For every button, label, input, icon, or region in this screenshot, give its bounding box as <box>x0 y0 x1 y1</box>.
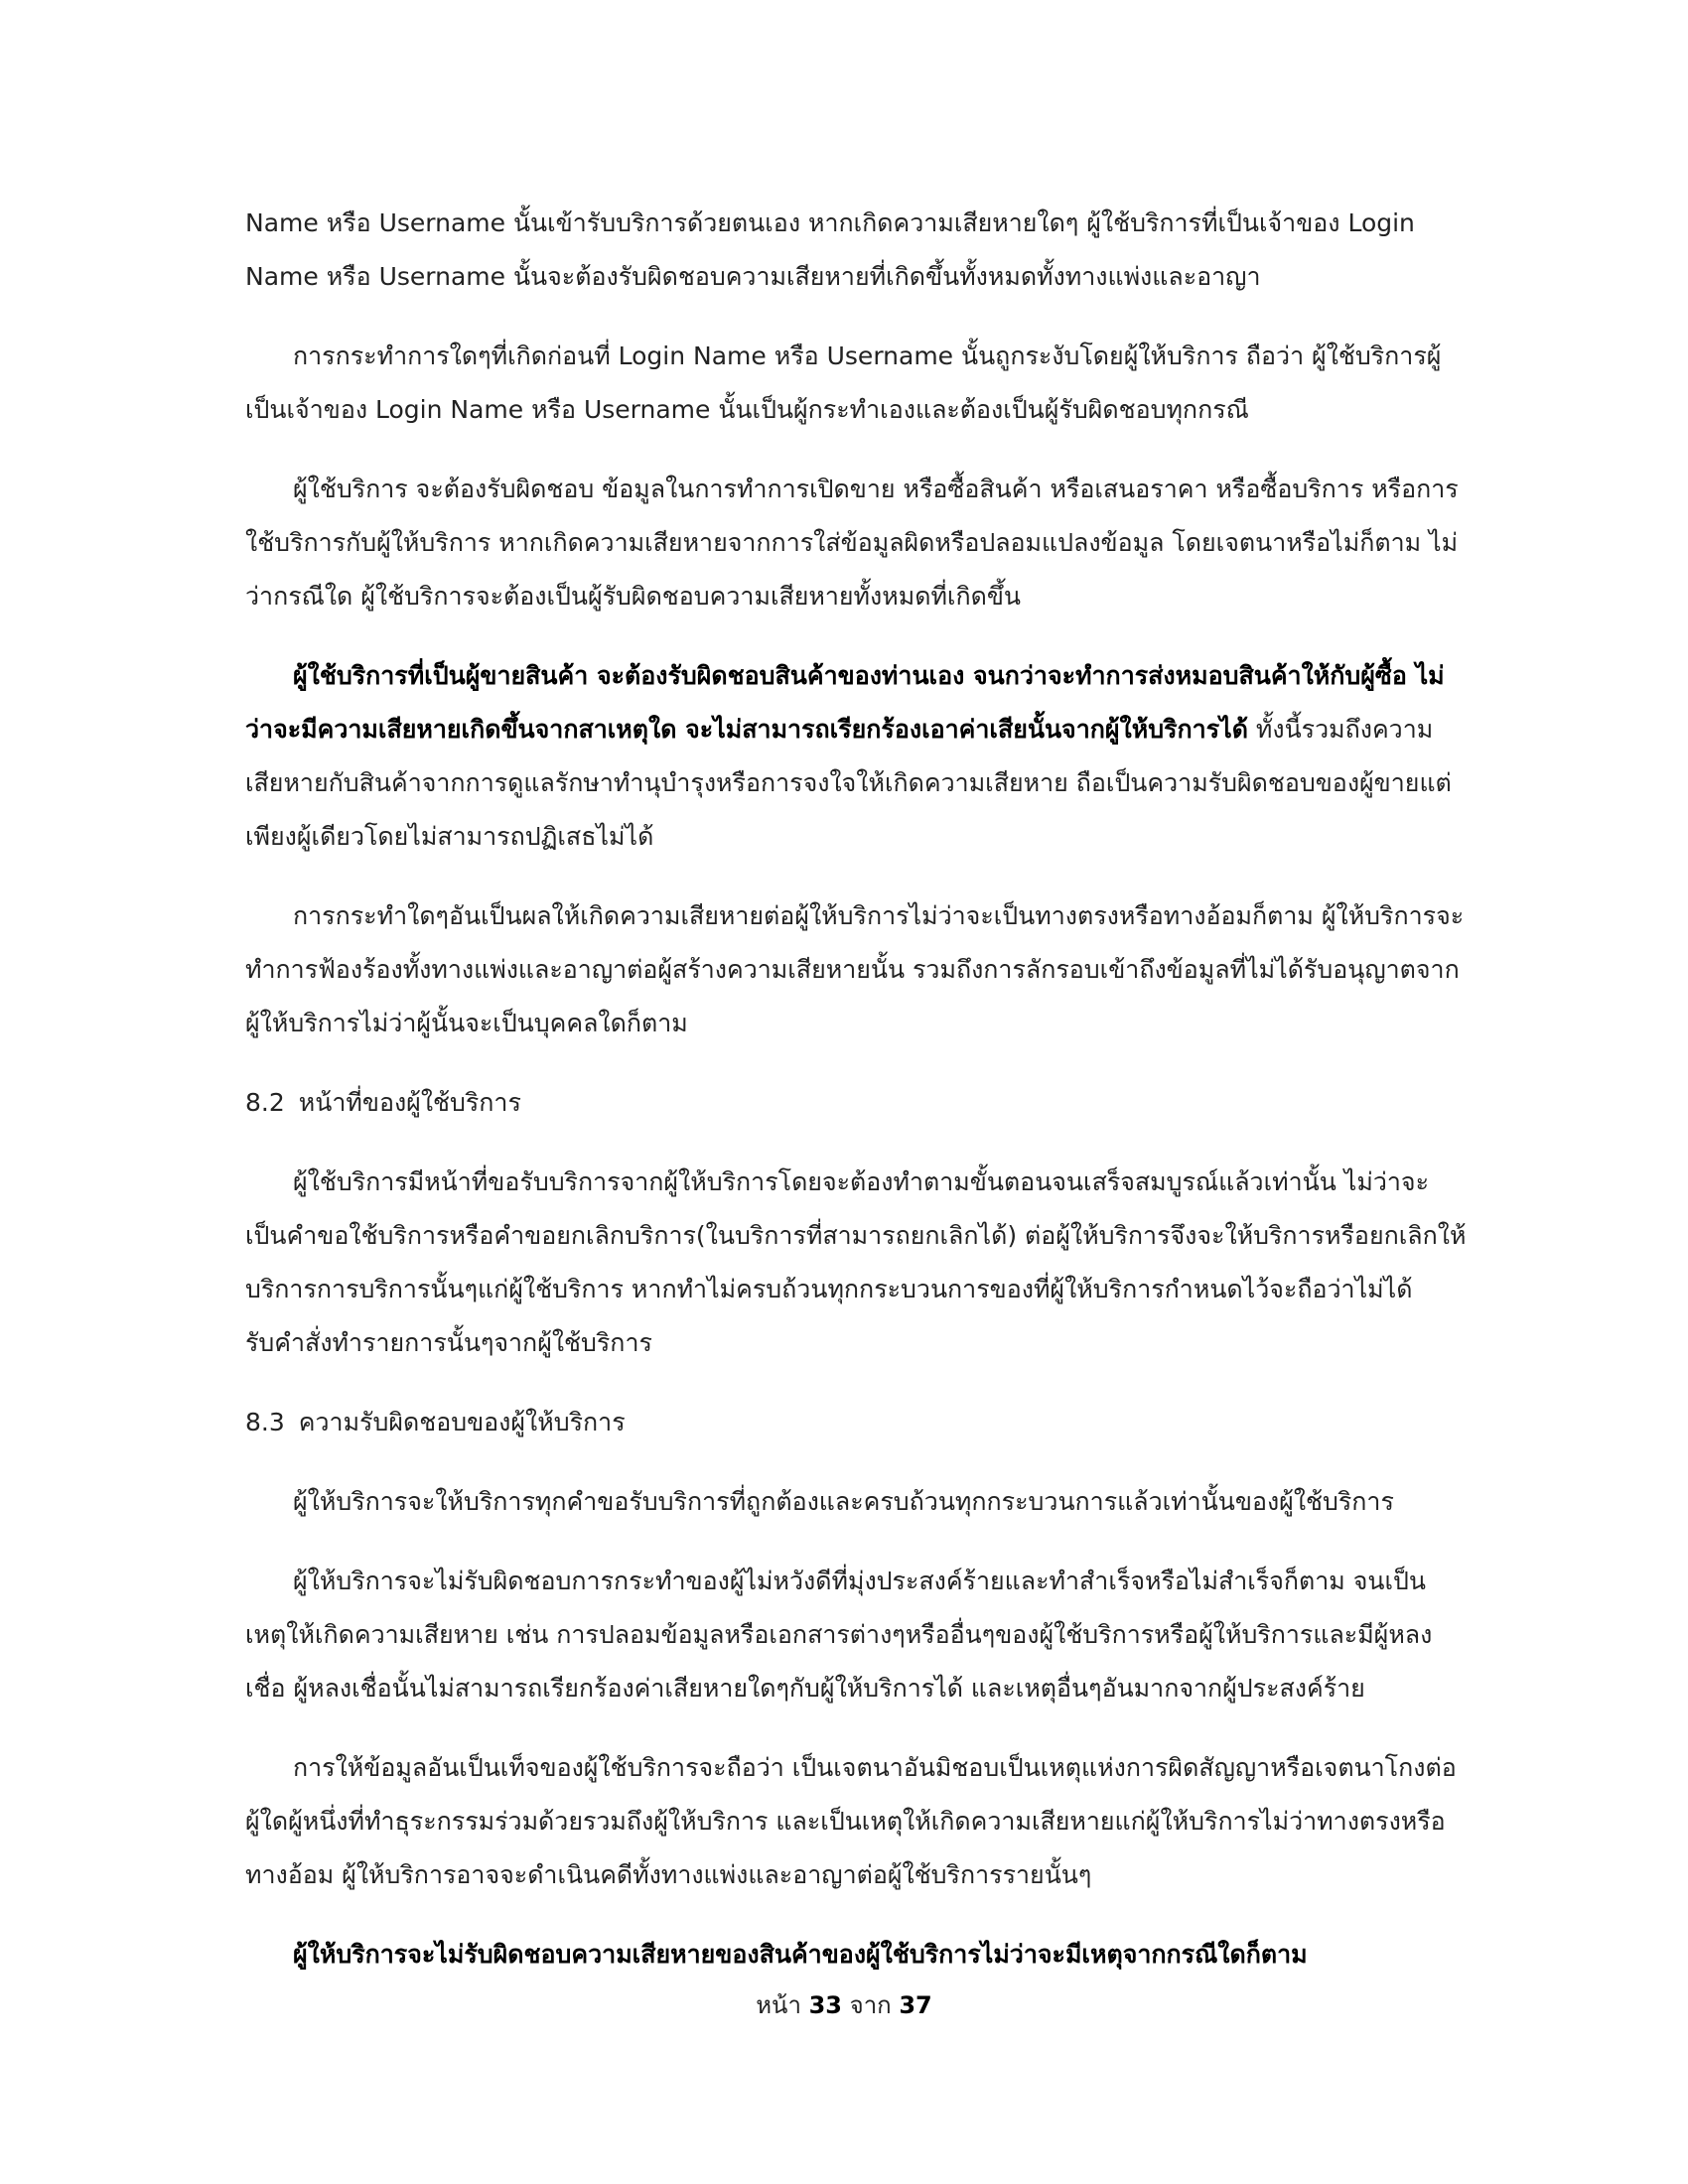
section-number: 8.3 <box>245 1408 285 1436</box>
paragraph-user-duties: ผู้ใช้บริการมีหน้าที่ขอรับบริการจากผู้ให้บริการโดยจะต้องทำตามขั้นตอนจนเสร็จสมบูรณ์แล้วเท่านั้น ไม่ว่าจะเป็นคำขอใช้บริการหรือคำขอยกเลิกบริการ(ในบริการที่สามารถยกเลิกได้) ต่อผู้ให้บริการจึงจะให้บริการหรือยกเลิกให้บริการการบริการนั้นๆแก่ผู้ใช้บริการ หากทำไม่ครบถ้วนทุกกระบวนการของที่ผู้ให้บริการกำหนดไว้จะถือว่าไม่ได้รับคำสั่งทำรายการนั้นๆจากผู้ใช้บริการ <box>245 1167 1467 1357</box>
footer-prefix: หน้า <box>756 1991 801 2019</box>
paragraph-login-responsibility: Name หรือ Username นั้นเข้ารับบริการด้วยตนเอง หากเกิดความเสียหายใดๆ ผู้ใช้บริการที่เป็นเจ้าของ Login Name หรือ Username นั้นจะต้องรับผิดชอบความเสียหายที่เกิดขึ้นทั้งหมดทั้งทางแพ่งและอาญา <box>245 208 1415 291</box>
footer-page-total: 37 <box>899 1991 932 2019</box>
page-content <box>245 197 1467 2007</box>
paragraph-false-information: การให้ข้อมูลอันเป็นเท็จของผู้ใช้บริการจะถือว่า เป็นเจตนาอันมิชอบเป็นเหตุแห่งการผิดสัญญาหรือเจตนาโกงต่อผู้ใดผู้หนึ่งที่ทำธุระกรรมร่วมด้วยรวมถึงผู้ให้บริการ และเป็นเหตุให้เกิดความเสียหายแก่ผู้ให้บริการไม่ว่าทางตรงหรือทางอ้อม ผู้ให้บริการอาจจะดำเนินคดีทั้งทางแพ่งและอาญาต่อผู้ใช้บริการรายนั้นๆ <box>245 1753 1457 1889</box>
paragraph-provider-service: ผู้ให้บริการจะให้บริการทุกคำขอรับบริการที่ถูกต้องและครบถ้วนทุกกระบวนการแล้วเท่านั้นของผู้ใช้บริการ <box>293 1487 1394 1516</box>
paragraph-before-suspension: การกระทำการใดๆที่เกิดก่อนที่ Login Name หรือ Username นั้นถูกระงับโดยผู้ให้บริการ ถือว่า ผู้ใช้บริการผู้เป็นเจ้าของ Login Name หรือ Username นั้นเป็นผู้กระทำเองและต้องเป็นผู้รับผิดชอบทุกกรณี <box>245 341 1442 424</box>
no-product-liability-bold: ผู้ให้บริการจะไม่รับผิดชอบความเสียหายของสินค้าของผู้ใช้บริการไม่ว่าจะมีเหตุจากกรณีใดก็ตาม <box>293 1940 1308 1969</box>
paragraph-damage-lawsuit: การกระทำใดๆอันเป็นผลให้เกิดความเสียหายต่อผู้ให้บริการไม่ว่าจะเป็นทางตรงหรือทางอ้อมก็ตาม ผู้ให้บริการจะทำการฟ้องร้องทั้งทางแพ่งและอาญาต่อผู้สร้างความเสียหายนั้น รวมถึงการลักรอบเข้าถึงข้อมูลที่ไม่ได้รับอนุญาตจากผู้ให้บริการไม่ว่าผู้นั้นจะเป็นบุคคลใดก็ตาม <box>245 901 1465 1037</box>
section-number: 8.2 <box>245 1088 285 1117</box>
section-title: ความรับผิดชอบของผู้ให้บริการ <box>298 1408 626 1436</box>
paragraph-no-product-liability <box>245 1928 1467 1981</box>
paragraph-malicious-acts: ผู้ให้บริการจะไม่รับผิดชอบการกระทำของผู้ไม่หวังดีที่มุ่งประสงค์ร้ายและทำสำเร็จหรือไม่สำเร็จก็ตาม จนเป็นเหตุให้เกิดความเสียหาย เช่น การปลอมข้อมูลหรือเอกสารต่างๆหรืออื่นๆของผู้ใช้บริการหรือผู้ให้บริการและมีผู้หลงเชื่อ ผู้หลงเชื่อนั้นไม่สามารถเรียกร้องค่าเสียหายใดๆกับผู้ให้บริการได้ และเหตุอื่นๆอันมากจากผู้ประสงค์ร้าย <box>245 1567 1433 1703</box>
seller-responsibility-rest: ทั้งนี้รวมถึงความเสียหายกับสินค้าจากการดูแลรักษาทำนุบำรุงหรือการจงใจให้เกิดความเสียหาย ถือเป็นความรับผิดชอบของผู้ขายแต่เพียงผู้เดียวโดยไม่สามารถปฏิเสธไม่ได้ <box>245 715 1452 851</box>
footer-page-number: 33 <box>808 1991 842 2019</box>
paragraph-seller-responsibility <box>245 649 1467 864</box>
footer-middle: จาก <box>849 1991 892 2019</box>
page-footer <box>0 1985 1688 2024</box>
section-title: หน้าที่ของผู้ใช้บริการ <box>298 1088 521 1117</box>
section-heading-8-3 <box>245 1396 1467 1449</box>
section-heading-8-2 <box>245 1076 1467 1130</box>
seller-responsibility-bold: ผู้ใช้บริการที่เป็นผู้ขายสินค้า จะต้องรับผิดชอบสินค้าของท่านเอง จนกว่าจะทำการส่งหมอบสินค้าให้กับผู้ซื้อ ไม่ว่าจะมีความเสียหายเกิดขึ้นจากสาเหตุใด จะไม่สามารถเรียกร้องเอาค่าเสียนั้นจากผู้ให้บริการได้ <box>245 661 1445 744</box>
paragraph-data-responsibility: ผู้ใช้บริการ จะต้องรับผิดชอบ ข้อมูลในการทำการเปิดขาย หรือซื้อสินค้า หรือเสนอราคา หรือซื้อบริการ หรือการใช้บริการกับผู้ให้บริการ หากเกิดความเสียหายจากการใส่ข้อมูลผิดหรือปลอมแปลงข้อมูล โดยเจตนาหรือไม่ก็ตาม ไม่ว่ากรณีใด ผู้ใช้บริการจะต้องเป็นผู้รับผิดชอบความเสียหายทั้งหมดที่เกิดขึ้น <box>245 475 1459 611</box>
